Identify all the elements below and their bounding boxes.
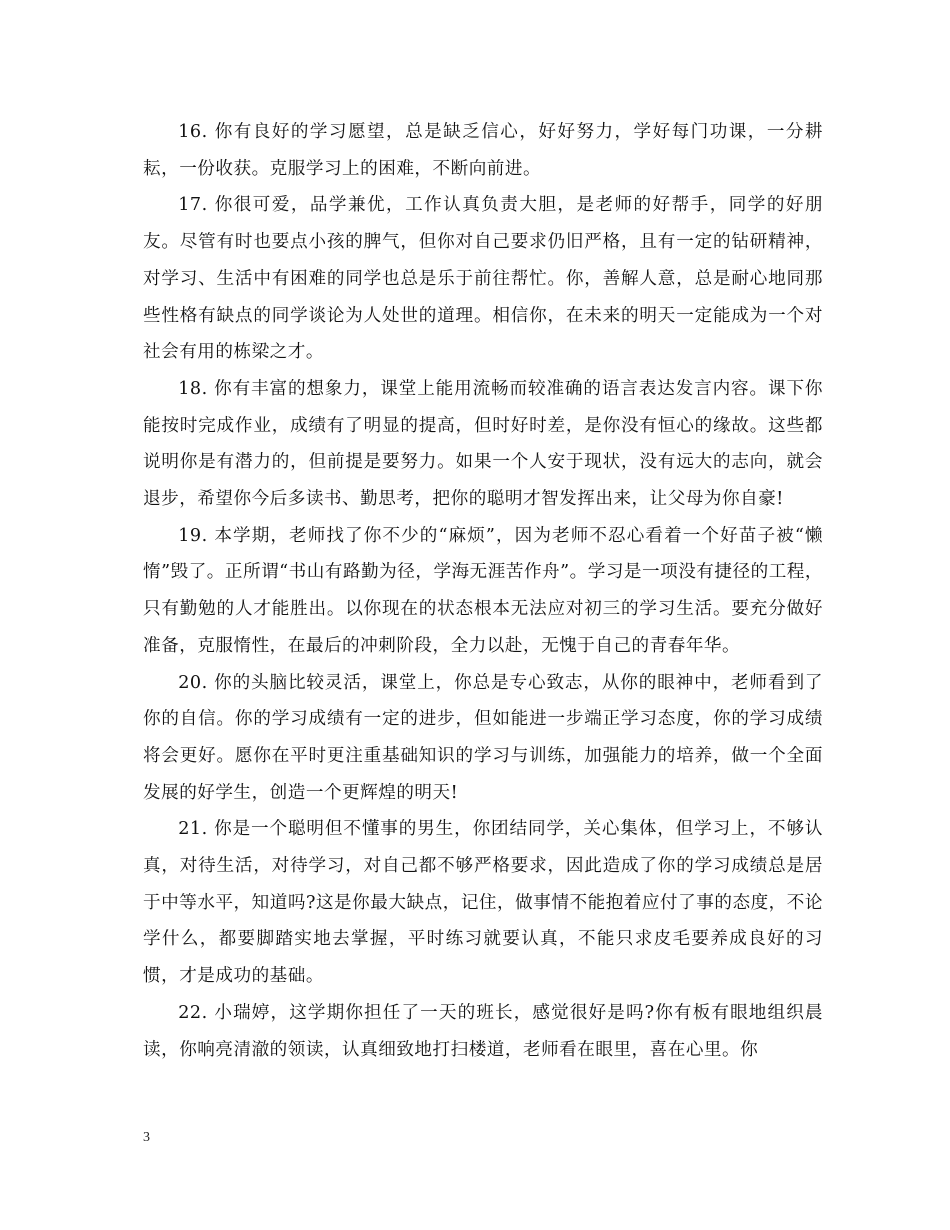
paragraph-22: 22. 小瑞婷，这学期你担任了一天的班长，感觉很好是吗?你有板有眼地组织晨读，你响亮清澈的领读，认真细致地打扫楼道，老师看在眼里，喜在心里。你	[143, 1002, 823, 1060]
page-number: 3	[143, 1130, 150, 1145]
document-body	[143, 114, 823, 1068]
paragraph-19: 19. 本学期，老师找了你不少的“麻烦”，因为老师不忍心看着一个好苗子被“懒惰”毁了。正所谓“书山有路勤为径，学海无涯苦作舟”。学习是一项没有捷径的工程，只有勤勉的人才能胜出。以你现在的状态根本无法应对初三的学习生活。要充分做好准备，克服惰性，在最后的冲刺阶段，全力以赴，无愧于自己的青春年华。	[143, 525, 823, 656]
paragraph-16: 16. 你有良好的学习愿望，总是缺乏信心，好好努力，学好每门功课，一分耕耘，一份收获。克服学习上的困难，不断向前进。	[143, 122, 823, 179]
paragraph-20: 20. 你的头脑比较灵活，课堂上，你总是专心致志，从你的眼神中，老师看到了你的自信。你的学习成绩有一定的进步，但如能进一步端正学习态度，你的学习成绩将会更好。愿你在平时更注重基础知识的学习与训练，加强能力的培养，做一个全面发展的好学生，创造一个更辉煌的明天!	[143, 672, 823, 803]
paragraph-21: 21. 你是一个聪明但不懂事的男生，你团结同学，关心集体，但学习上，不够认真，对待生活，对待学习，对自己都不够严格要求，因此造成了你的学习成绩总是居于中等水平，知道吗?这是你最大缺点，记住，做事情不能抱着应付了事的态度，不论学什么，都要脚踏实地去掌握，平时练习就要认真，不能只求皮毛要养成良好的习惯，才是成功的基础。	[143, 819, 823, 987]
paragraph-17: 17. 你很可爱，品学兼优，工作认真负责大胆，是老师的好帮手，同学的好朋友。尽管有时也要点小孩的脾气，但你对自己要求仍旧严格，且有一定的钻研精神，对学习、生活中有困难的同学也总是乐于前往帮忙。你，善解人意，总是耐心地同那些性格有缺点的同学谈论为人处世的道理。相信你，在未来的明天一定能成为一个对社会有用的栋梁之才。	[143, 195, 823, 363]
paragraph-18: 18. 你有丰富的想象力，课堂上能用流畅而较准确的语言表达发言内容。课下你能按时完成作业，成绩有了明显的提高，但时好时差，是你没有恒心的缘故。这些都说明你是有潜力的，但前提是要努力。如果一个人安于现状，没有远大的志向，就会退步，希望你今后多读书、勤思考，把你的聪明才智发挥出来，让父母为你自豪!	[143, 378, 823, 510]
